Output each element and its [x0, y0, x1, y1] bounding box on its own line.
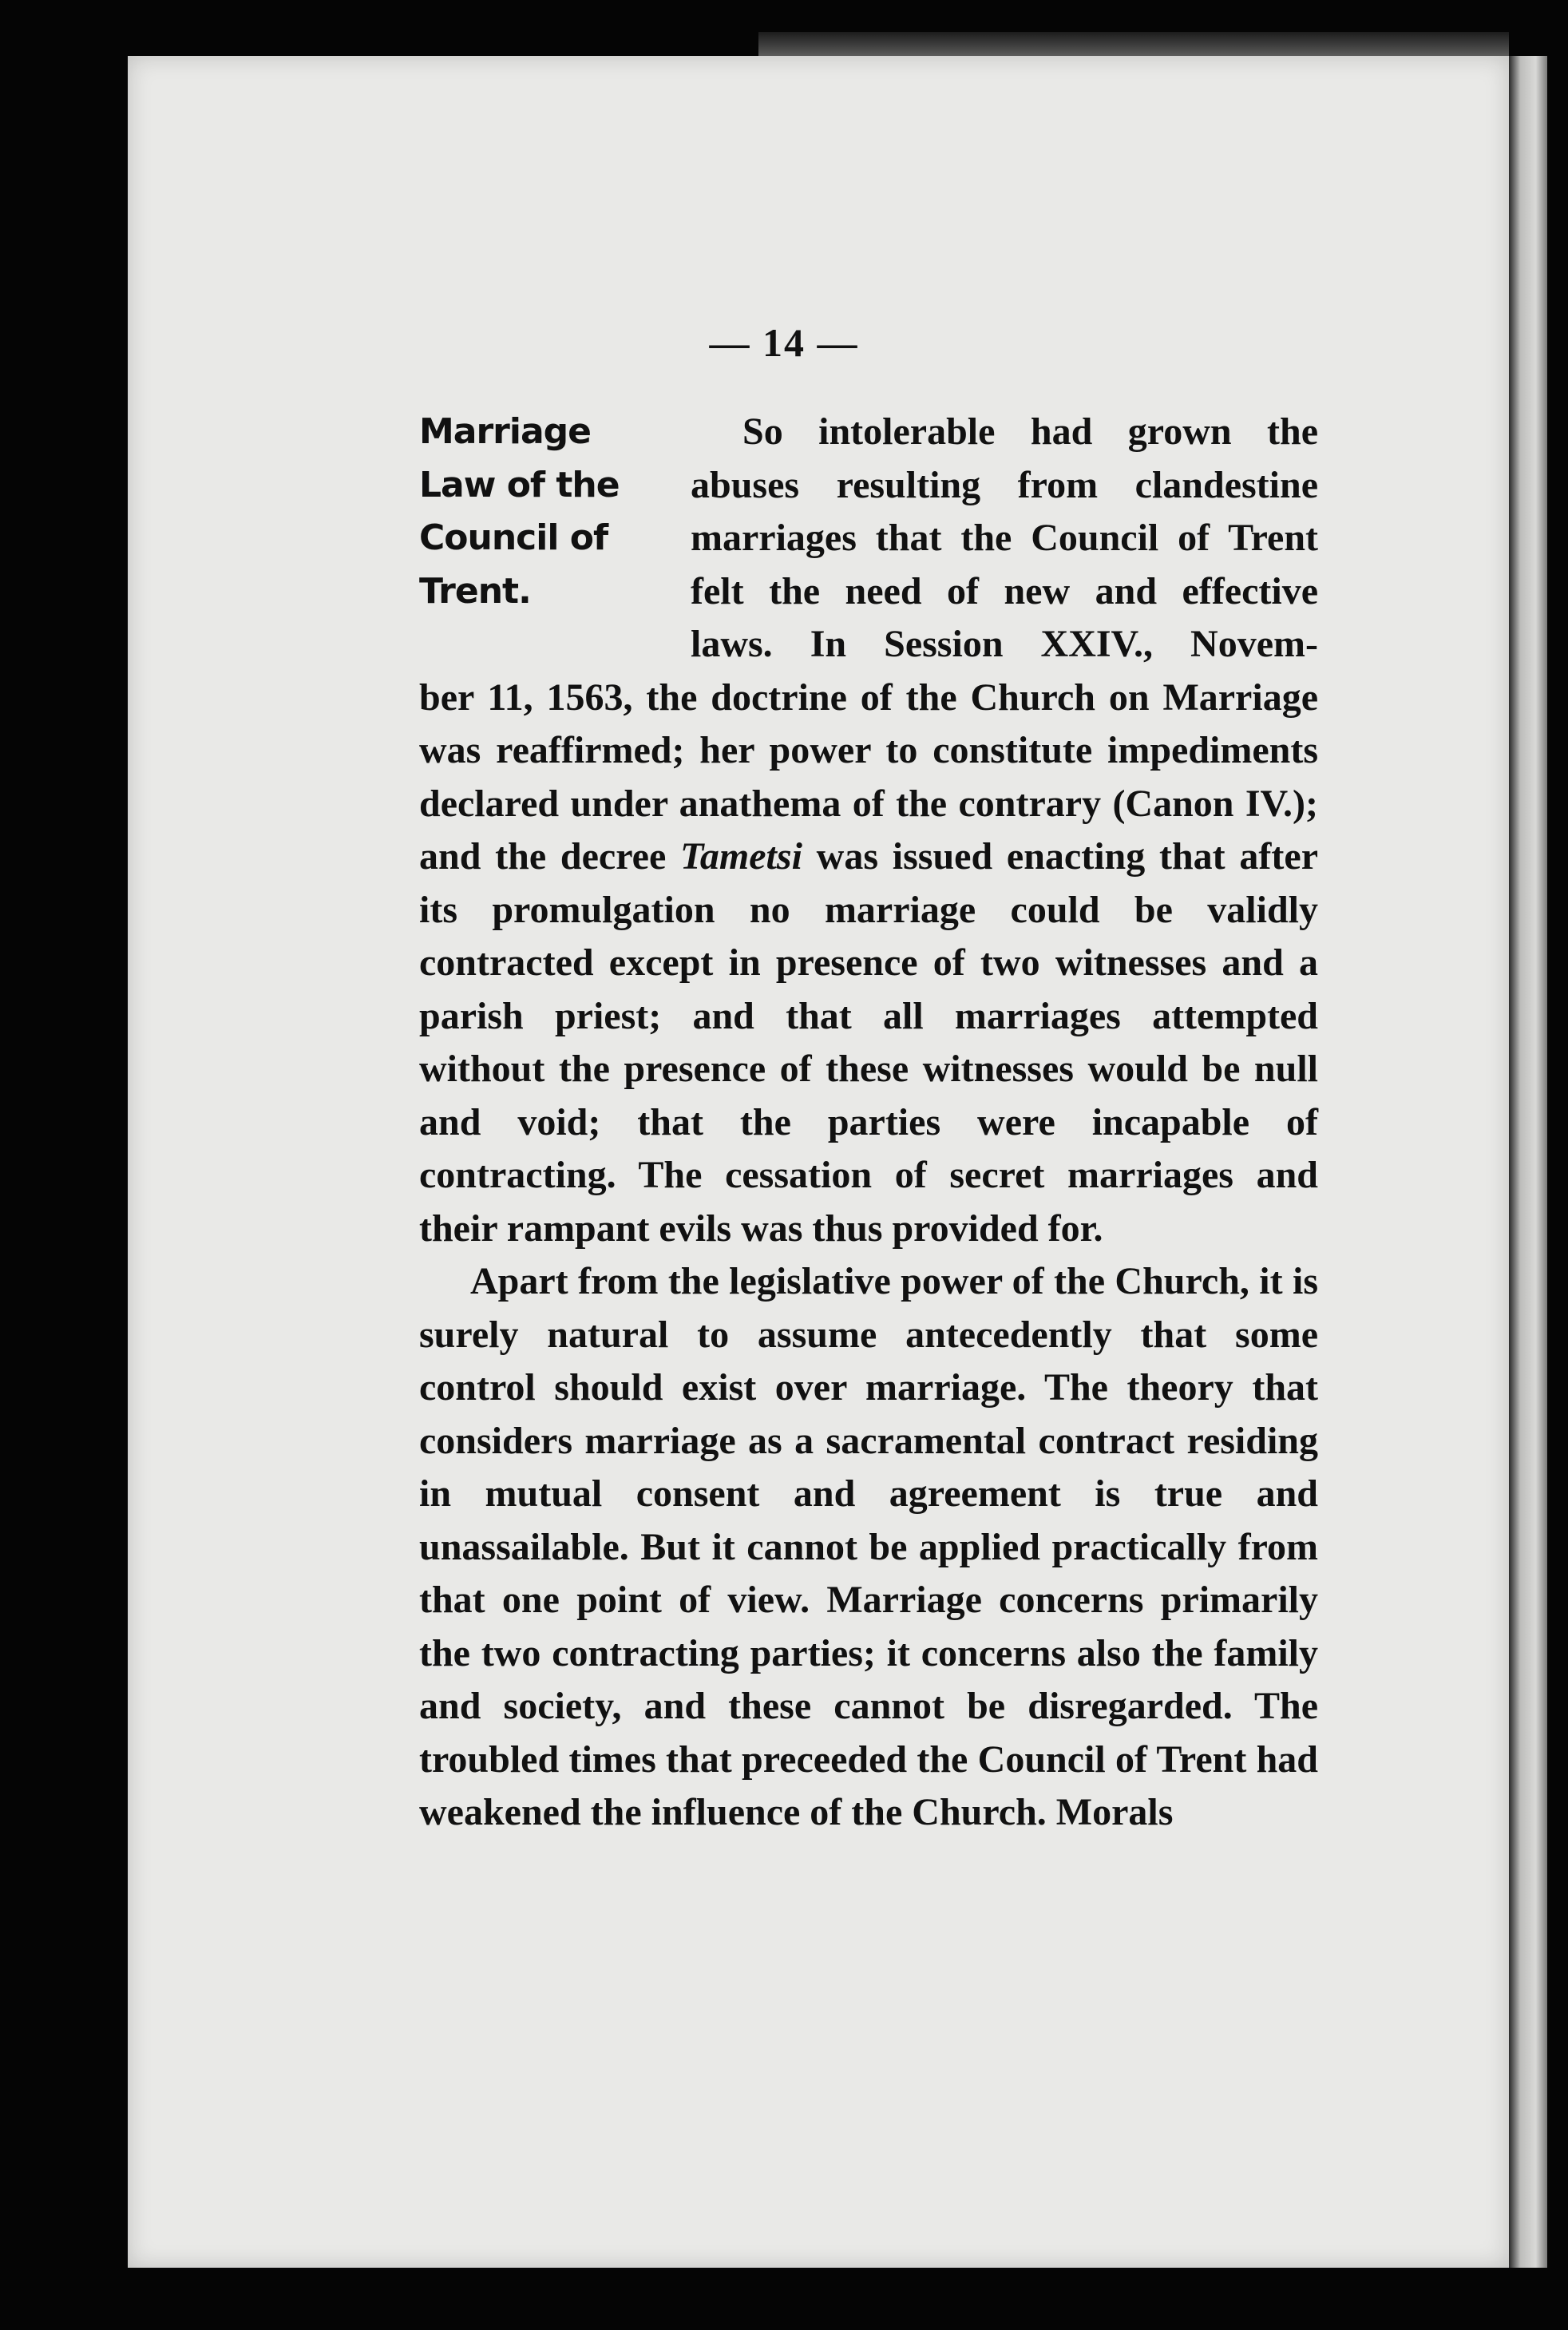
paragraph-1-line: laws. In Session XXIV., Novem-	[691, 623, 1318, 665]
paragraph-1-text: was issued enacting that after its promulgation no marriage could be validly contracted except in presence of two witnesses and a parish priest; and that all marriages attempted without the presence of these witnesses would be null and void; that the parties were incapable of contracting. The cessation of secret marriages and their rampant evils was thus provided for.	[419, 835, 1318, 1250]
page-number: — 14 —	[709, 320, 859, 365]
paragraph-1-line: abuses resulting from clandestine	[691, 463, 1318, 506]
side-heading-line: Trent.	[419, 570, 531, 612]
decree-name: Tametsi	[680, 835, 802, 878]
paragraph-1-rest	[419, 672, 1318, 1256]
body-text	[419, 406, 1318, 1840]
paragraph-1-line: So intolerable had grown the	[742, 410, 1318, 453]
paragraph-1-line: marriages that the Council of Trent	[691, 517, 1318, 559]
side-heading-line: Council of	[419, 517, 608, 558]
page-edge	[1509, 56, 1547, 2268]
paragraph-1-line: felt the need of new and effective	[691, 569, 1318, 612]
side-heading-line: Law of the	[419, 464, 620, 505]
side-heading-line: Marriage	[419, 411, 591, 452]
paragraph-2: Apart from the legislative power of the Church, it is surely natural to assume antecedently that some control should exist over marriage. The theory that considers marriage as a sacramental contract residing in mutual consent and agreement is true and unassailable. But it cannot be applied practically from that one point of view. Marriage concerns primarily the two contracting parties; it concerns also the family and society, and these cannot be disregarded. The troubled times that preceeded the Council of Trent had weakened the influence of the Church. Morals	[419, 1260, 1318, 1833]
paragraph-1-text: ber 11, 1563, the doctrine of the Church on Marriage was reaffirmed; her power to constitute impediments declared under anathema of the contrary (Canon IV.); and the decree	[419, 676, 1318, 878]
paragraph-1	[419, 406, 1318, 1255]
